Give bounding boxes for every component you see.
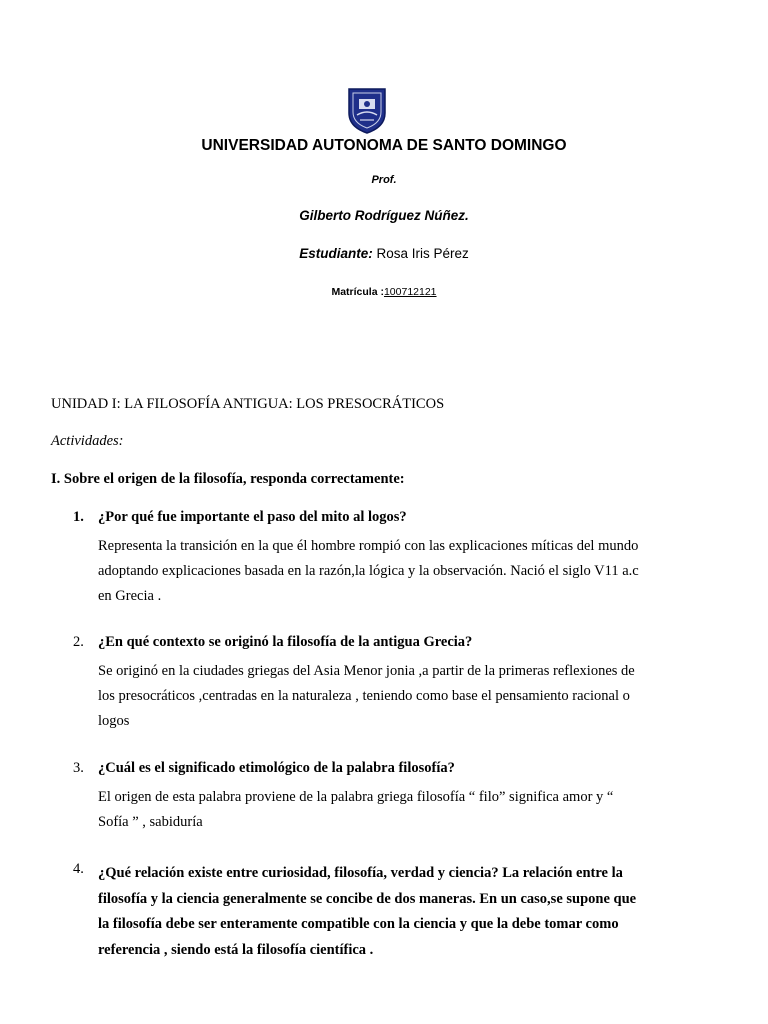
section-title: Sobre el origen de la filosofía, responda correctamente: xyxy=(60,471,405,487)
answer-line: Se originó en la ciudades griegas del Asia Menor jonia ,a partir de la primeras reflexiones de xyxy=(98,663,635,679)
matricula-number: 100712121 xyxy=(383,286,437,298)
answer xyxy=(98,534,693,609)
unit-title: UNIDAD I: LA FILOSOFÍA ANTIGUA: LOS PRESOCRÁTICOS xyxy=(51,396,445,412)
student-name: Rosa Iris Pérez xyxy=(372,246,469,261)
teacher-name: Gilberto Rodríguez Núñez. xyxy=(299,208,469,223)
question-text: ¿Por qué fue importante el paso del mito al logos? xyxy=(98,509,407,525)
matricula-label: Matrícula : xyxy=(331,286,384,298)
student-line xyxy=(0,246,768,261)
university-seal-icon xyxy=(345,85,389,135)
answer xyxy=(98,785,693,835)
answer xyxy=(98,659,693,734)
activities-label: Actividades: xyxy=(51,433,124,449)
matricula-line xyxy=(0,286,768,298)
answer-line: El origen de esta palabra proviene de la palabra griega filosofía “ filo” significa amor y “ xyxy=(98,789,614,805)
answer-line: Sofía ” , sabiduría xyxy=(98,814,203,830)
answer-line: logos xyxy=(98,713,130,729)
answer-line: en Grecia . xyxy=(98,588,162,604)
university-title: UNIVERSIDAD AUTONOMA DE SANTO DOMINGO xyxy=(201,137,567,154)
body-line: referencia , siendo está la filosofía científica . xyxy=(98,941,374,958)
question-text: ¿En qué contexto se originó la filosofía de la antigua Grecia? xyxy=(98,634,473,650)
section-heading xyxy=(51,471,405,488)
body-line: ¿Qué relación existe entre curiosidad, filosofía, verdad y ciencia? La relación entre la xyxy=(98,865,623,881)
prof-label: Prof. xyxy=(371,174,397,186)
question-text: ¿Cuál es el significado etimológico de la palabra filosofía? xyxy=(98,760,455,776)
body-line: la filosofía debe ser enteramente compatible con la ciencia y que la debe tomar como xyxy=(98,916,619,932)
question-number: 4. xyxy=(73,861,84,877)
question-number: 3. xyxy=(73,760,84,776)
question-number: 1. xyxy=(73,509,84,525)
answer-line: adoptando explicaciones basada en la razón,la lógica y la observación. Nació el siglo V11 a.c xyxy=(98,563,639,579)
answer-line: Representa la transición en la que él hombre rompió con las explicaciones míticas del mundo xyxy=(98,538,639,554)
student-label: Estudiante: xyxy=(299,246,373,261)
answer-line: los presocráticos ,centradas en la naturaleza , teniendo como base el pensamiento racional o xyxy=(98,688,630,704)
question-number: 2. xyxy=(73,634,84,650)
question-body xyxy=(98,861,693,963)
body-line: filosofía y la ciencia generalmente se concibe de dos maneras. En un caso,se supone que xyxy=(98,890,637,907)
section-number: I. xyxy=(51,471,61,487)
